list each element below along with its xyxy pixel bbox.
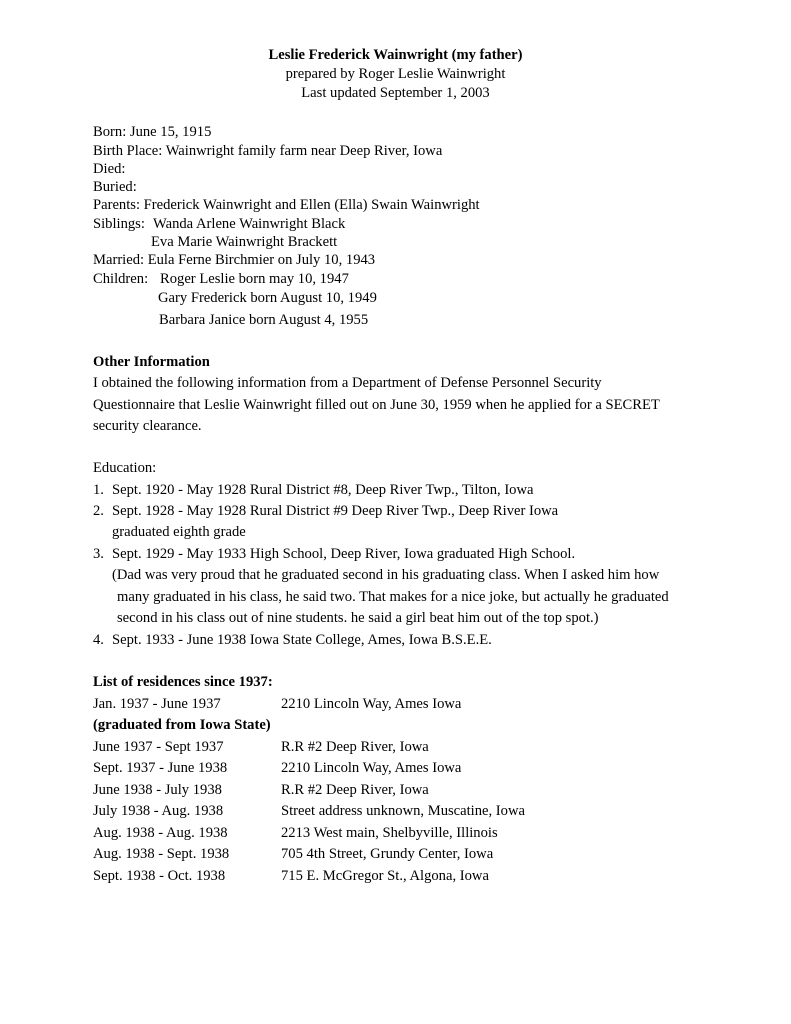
- residence-dates: Sept. 1937 - June 1938: [93, 760, 228, 776]
- residence-note: (graduated from Iowa State): [93, 717, 271, 733]
- education-number: 2.: [93, 503, 104, 519]
- residence-address: R.R #2 Deep River, Iowa: [281, 739, 429, 755]
- education-number: 3.: [93, 546, 104, 562]
- other-info-heading: Other Information: [93, 354, 210, 370]
- education-note-line: (Dad was very proud that he graduated second in his graduating class. When I asked him how: [112, 567, 660, 583]
- residence-dates: Aug. 1938 - Aug. 1938: [93, 825, 228, 841]
- residence-dates: June 1937 - Sept 1937: [93, 739, 224, 755]
- last-updated: Last updated September 1, 2003: [301, 85, 490, 101]
- prepared-by: prepared by Roger Leslie Wainwright: [285, 66, 506, 82]
- education-note-line: second in his class out of nine students. he said a girl beat him out of the top spot.): [117, 610, 599, 626]
- residence-dates: Sept. 1938 - Oct. 1938: [93, 868, 226, 884]
- education-item-continued: graduated eighth grade: [112, 524, 246, 540]
- married-line: Married: Eula Ferne Birchmier on July 10, 1943: [93, 252, 376, 268]
- siblings-label: Siblings:: [93, 216, 145, 232]
- buried-line: Buried:: [93, 179, 137, 195]
- other-info-line: Questionnaire that Leslie Wainwright filled out on June 30, 1959 when he applied for a SECRET: [93, 397, 660, 413]
- other-info-line: I obtained the following information from a Department of Defense Personnel Security: [93, 375, 602, 391]
- parents-line: Parents: Frederick Wainwright and Ellen (Ella) Swain Wainwright: [93, 197, 480, 213]
- residence-address: 715 E. McGregor St., Algona, Iowa: [281, 868, 489, 884]
- education-item: Sept. 1933 - June 1938 Iowa State College, Ames, Iowa B.S.E.E.: [112, 632, 492, 648]
- education-item: Sept. 1928 - May 1928 Rural District #9 Deep River Twp., Deep River Iowa: [112, 503, 559, 519]
- education-number: 4.: [93, 632, 104, 648]
- born-line: Born: June 15, 1915: [93, 124, 212, 140]
- residence-address: R.R #2 Deep River, Iowa: [281, 782, 429, 798]
- child-item: Roger Leslie born may 10, 1947: [160, 271, 349, 287]
- residence-address: 2213 West main, Shelbyville, Illinois: [281, 825, 498, 841]
- residence-dates: Aug. 1938 - Sept. 1938: [93, 846, 230, 862]
- residence-address: Street address unknown, Muscatine, Iowa: [281, 803, 525, 819]
- residence-dates: June 1938 - July 1938: [93, 782, 222, 798]
- education-item: Sept. 1929 - May 1933 High School, Deep River, Iowa graduated High School.: [112, 546, 576, 562]
- birth-place-line: Birth Place: Wainwright family farm near Deep River, Iowa: [93, 143, 443, 159]
- child-item: Barbara Janice born August 4, 1955: [159, 312, 369, 328]
- education-item: Sept. 1920 - May 1928 Rural District #8, Deep River Twp., Tilton, Iowa: [112, 482, 534, 498]
- sibling-item: Eva Marie Wainwright Brackett: [151, 234, 338, 250]
- page-title: Leslie Frederick Wainwright (my father): [268, 47, 523, 63]
- education-number: 1.: [93, 482, 104, 498]
- education-note-line: many graduated in his class, he said two. That makes for a nice joke, but actually he graduated: [117, 589, 669, 605]
- education-heading: Education:: [93, 460, 157, 476]
- residences-heading: List of residences since 1937:: [93, 674, 273, 690]
- residence-address: 705 4th Street, Grundy Center, Iowa: [281, 846, 494, 862]
- residence-address: 2210 Lincoln Way, Ames Iowa: [281, 696, 462, 712]
- child-item: Gary Frederick born August 10, 1949: [158, 290, 377, 306]
- residence-address: 2210 Lincoln Way, Ames Iowa: [281, 760, 462, 776]
- residence-dates: Jan. 1937 - June 1937: [93, 696, 221, 712]
- residence-dates: July 1938 - Aug. 1938: [93, 803, 224, 819]
- children-label: Children:: [93, 271, 149, 287]
- died-line: Died:: [93, 161, 126, 177]
- other-info-line: security clearance.: [93, 418, 202, 434]
- sibling-item: Wanda Arlene Wainwright Black: [153, 216, 346, 232]
